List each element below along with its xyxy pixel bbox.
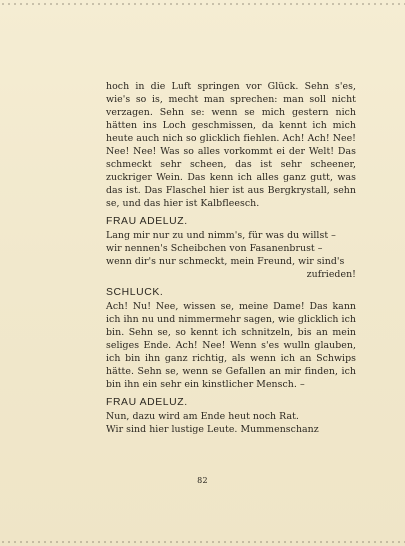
top-edge-dots — [0, 2, 405, 6]
verse-line: wir nennen's Scheibchen von Fasanenbrust – — [106, 243, 323, 254]
speaker-label-3: FRAU ADELUZ. — [106, 397, 188, 408]
prose-paragraph-1: hoch in die Luft springen vor Glück. Sehn s'es, wie's so is, mecht man sprechen: man soll nicht verzagen. Sehn se: wenn se mich gestern nich hätten ins Loch geschmissen, da kennt ich mich heute auch nich so glicklich fiehlen. Ach! Ach! Nee! Nee! Nee! Was so alles vorkommt ei der Welt! Das schmeckt sehr scheen, das ist sehr scheener, zuckriger Wein. Das kenn ich alles ganz gutt, was das ist. Das Flaschel hier ist aus Bergkrystall, sehn se, und das hier ist Kalbfleesch. — [106, 81, 356, 209]
speaker-label-1: FRAU ADELUZ. — [106, 216, 188, 227]
verse-block-2 — [106, 410, 356, 436]
verse-line: Wir sind hier lustige Leute. Mummenschanz — [106, 424, 319, 435]
bottom-edge-dots — [0, 540, 405, 544]
verse-line: Lang mir nur zu und nimm's, für was du willst – — [106, 230, 336, 241]
page-number: 82 — [197, 476, 208, 485]
speaker-label-2: SCHLUCK. — [106, 287, 164, 298]
verse-line: zufrieden! — [306, 269, 356, 280]
verse-line: Nun, dazu wird am Ende heut noch Rat. — [106, 411, 299, 422]
page-text — [106, 80, 356, 436]
verse-block-1 — [106, 229, 356, 281]
prose-paragraph-2: Ach! Nu! Nee, wissen se, meine Dame! Das kann ich ihn nu und nimmermehr sagen, wie glicklich ich bin. Sehn se, so kennt ich schnitzeln, bis an mein seliges Ende. Ach! Nee! Wenn s'es wulln glauben, ich bin ihn ganz richtig, als wenn ich an Schwips hätte. Sehn se, wenn se Gefallen an mir finden, ich bin ihn ein sehr ein kinstlicher Mensch. – — [106, 301, 356, 390]
verse-line: wenn dir's nur schmeckt, mein Freund, wir sind's — [106, 256, 345, 267]
